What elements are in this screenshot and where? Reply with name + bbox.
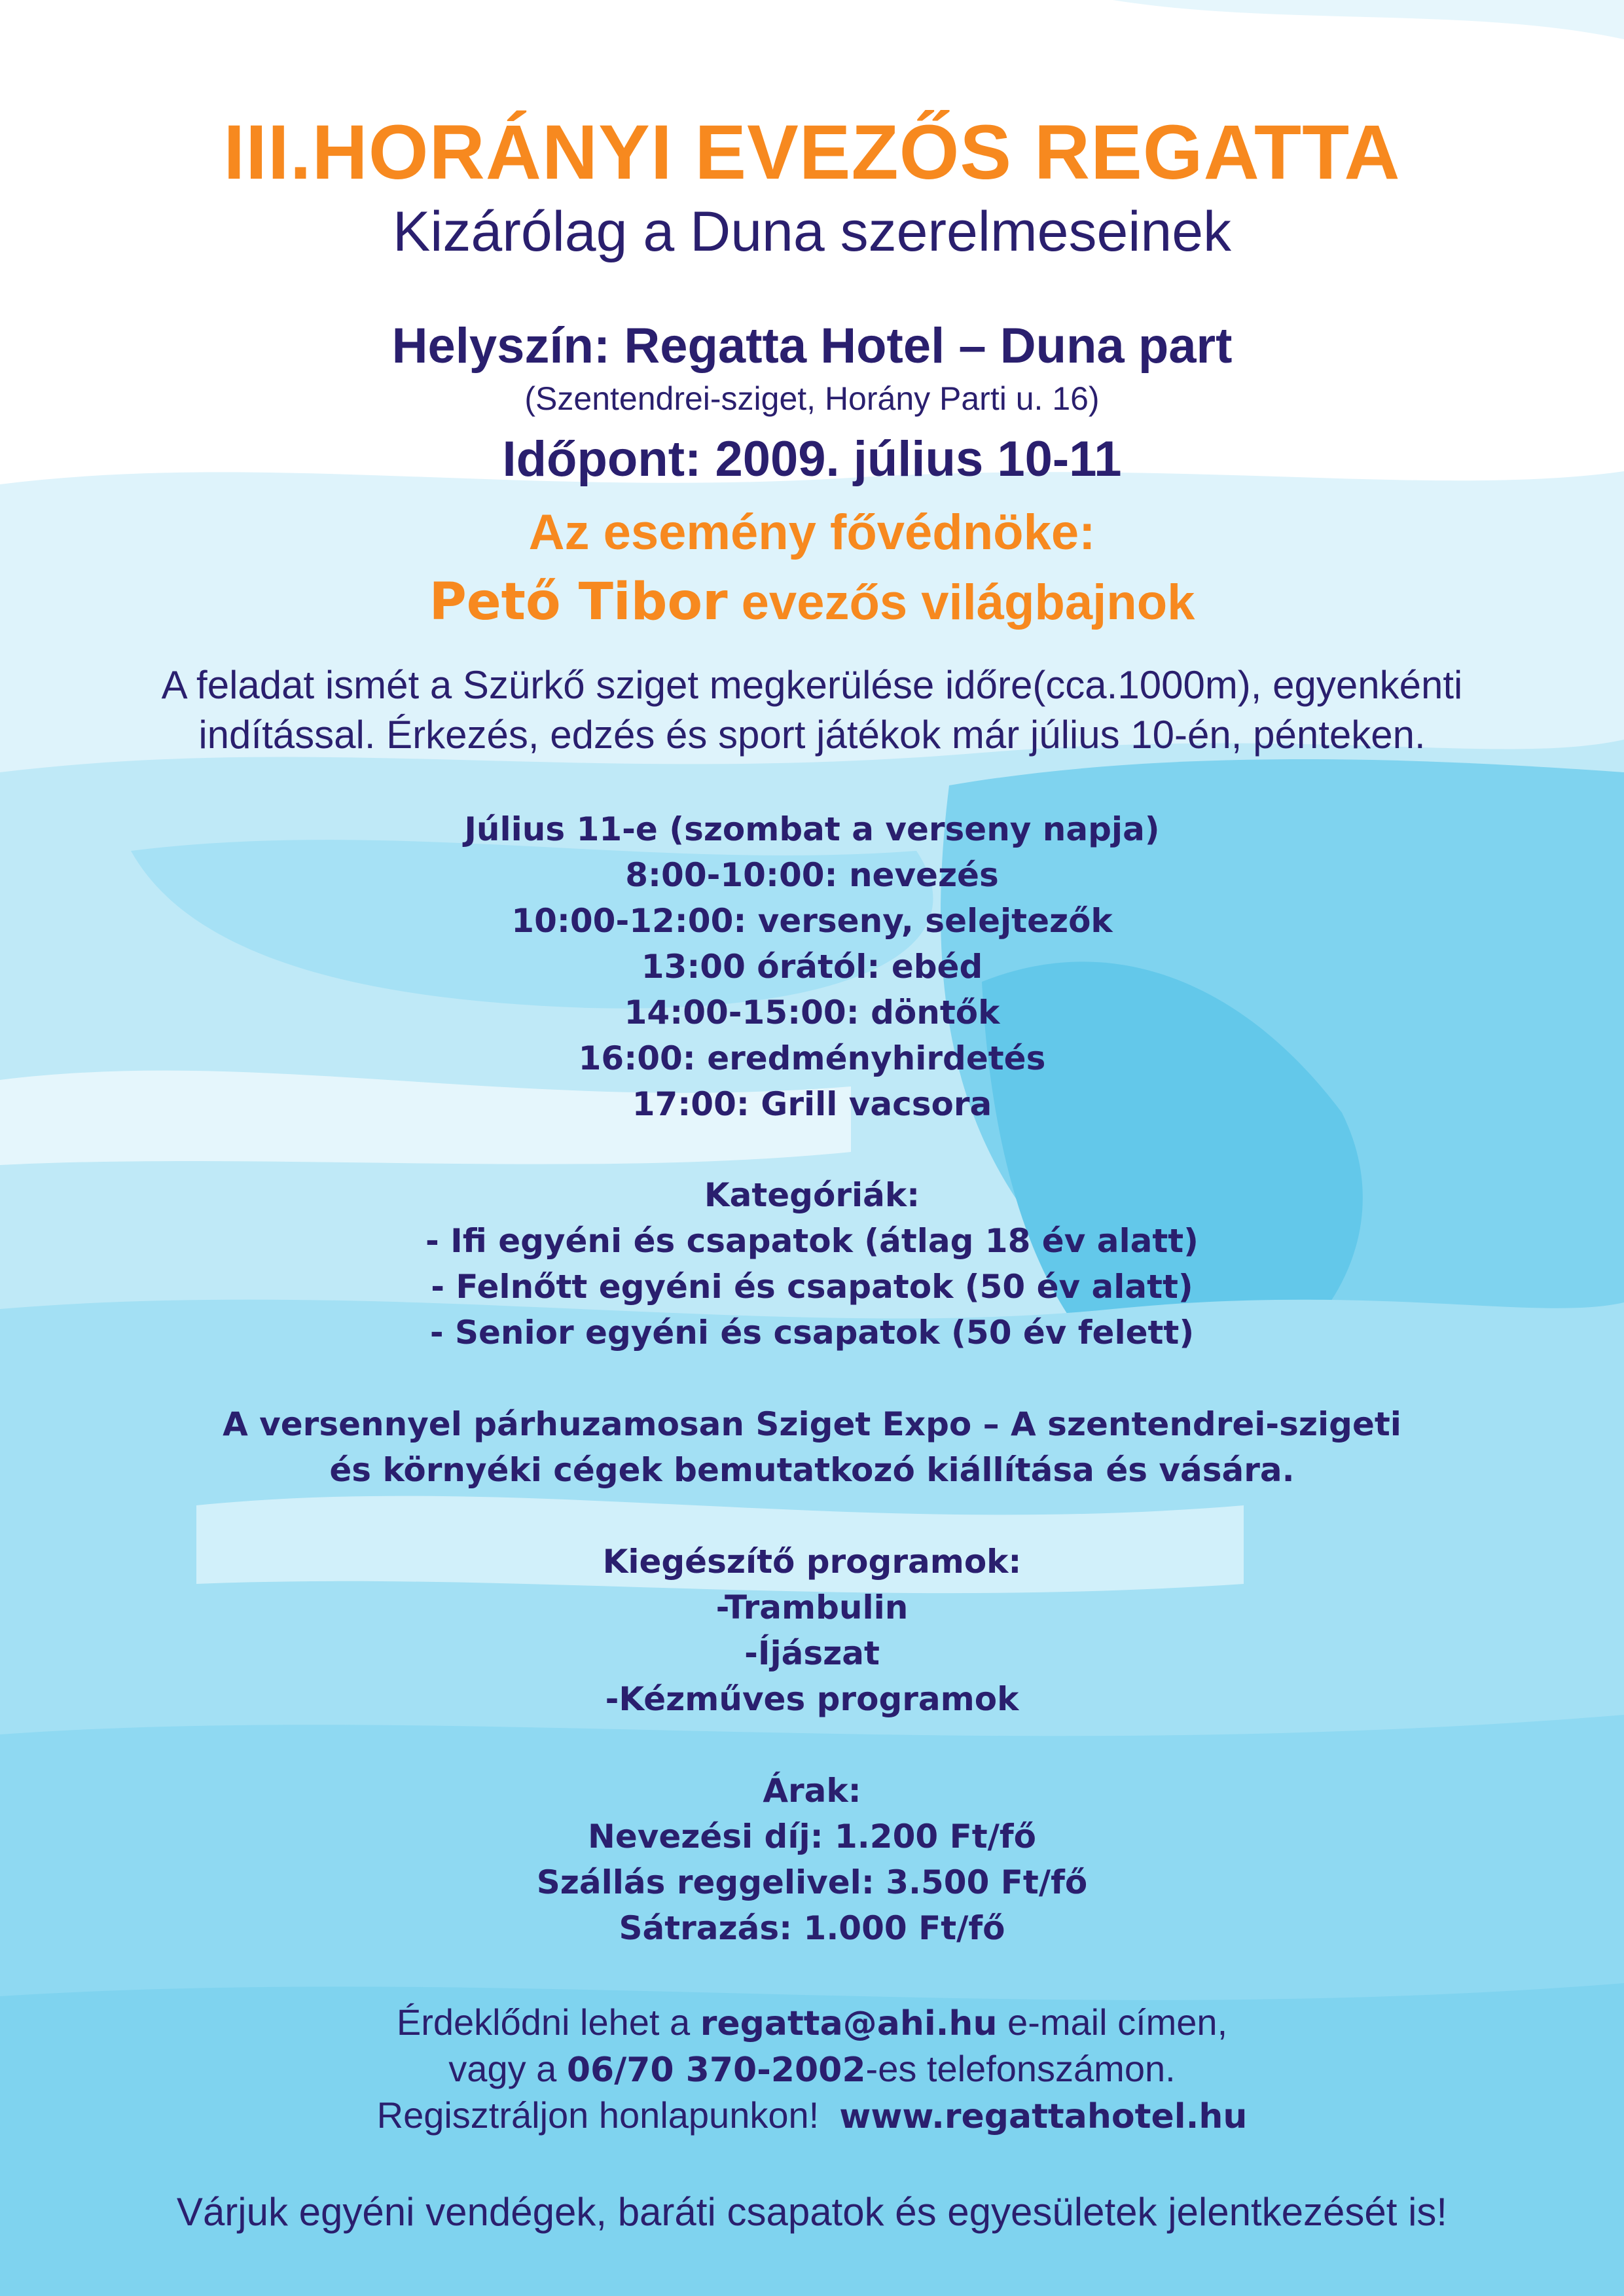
extras-item: -Kézműves programok — [605, 1680, 1019, 1718]
price-item: Nevezési díj: 1.200 Ft/fő — [587, 1818, 1037, 1856]
website-link[interactable]: www.regattahotel.hu — [839, 2097, 1248, 2136]
patron-label: Az esemény fővédnöke: — [528, 505, 1096, 560]
patron-name: Pető Tibor — [429, 573, 728, 632]
schedule-heading: Július 11-e (szombat a verseny napja) — [464, 810, 1160, 848]
contact-text: e-mail címen, — [997, 2001, 1228, 2043]
contact-text: -es telefonszámon. — [865, 2048, 1176, 2089]
categories-heading: Kategóriák: — [704, 1176, 920, 1214]
prices-heading: Árak: — [763, 1772, 861, 1810]
contact-email-line — [0, 2001, 1624, 2043]
event-date: Időpont: 2009. július 10-11 — [502, 431, 1122, 487]
schedule-item: 10:00-12:00: verseny, selejtezők — [511, 902, 1113, 940]
extras-heading: Kiegészítő programok: — [602, 1543, 1022, 1581]
venue-label: Helyszín: Regatta Hotel – Duna part — [391, 318, 1233, 374]
schedule-item: 13:00 órától: ebéd — [641, 948, 983, 986]
price-item: Sátrazás: 1.000 Ft/fő — [619, 1909, 1005, 1947]
intro-line-1: A feladat ismét a Szürkő sziget megkerülése időre(cca.1000m), egyenkénti — [161, 663, 1463, 707]
page-title: III.HORÁNYI EVEZŐS REGATTA — [223, 109, 1401, 196]
extras-item: -Íjászat — [744, 1634, 880, 1672]
schedule-item: 8:00-10:00: nevezés — [625, 856, 999, 894]
email-link[interactable]: regatta@ahi.hu — [700, 2004, 998, 2043]
closing-line: Várjuk egyéni vendégek, baráti csapatok és egyesületek jelentkezését is! — [176, 2190, 1448, 2234]
contact-phone-line — [0, 2047, 1624, 2090]
expo-line-1: A versennyel párhuzamosan Sziget Expo – A szentendrei-szigeti — [223, 1405, 1401, 1443]
patron-title: evezős világbajnok — [727, 575, 1195, 630]
category-item: - Ifi egyéni és csapatok (átlag 18 év alatt) — [425, 1222, 1199, 1260]
contact-web-line — [0, 2094, 1624, 2136]
schedule-item: 14:00-15:00: döntők — [624, 994, 1000, 1031]
extras-item: -Trambulin — [715, 1588, 909, 1626]
contact-text: vagy a — [448, 2048, 567, 2089]
phone-number[interactable]: 06/70 370-2002 — [566, 2051, 866, 2090]
contact-text: Érdeklődni lehet a — [396, 2001, 700, 2043]
expo-line-2: és környéki cégek bemutatkozó kiállítása és vására. — [329, 1451, 1295, 1489]
category-item: - Senior egyéni és csapatok (50 év felett) — [429, 1314, 1195, 1352]
patron-line — [0, 573, 1624, 632]
category-item: - Felnőtt egyéni és csapatok (50 év alatt) — [431, 1268, 1193, 1306]
price-item: Szállás reggelivel: 3.500 Ft/fő — [536, 1863, 1088, 1901]
contact-text: Regisztráljon honlapunkon! — [376, 2094, 840, 2136]
intro-line-2: indítással. Érkezés, edzés és sport játékok már július 10-én, pénteken. — [198, 713, 1426, 757]
schedule-item: 17:00: Grill vacsora — [632, 1085, 992, 1123]
schedule-item: 16:00: eredményhirdetés — [578, 1039, 1046, 1077]
subtitle: Kizárólag a Duna szerelmeseinek — [392, 200, 1232, 263]
venue-address: (Szentendrei-sziget, Horány Parti u. 16) — [524, 380, 1100, 417]
